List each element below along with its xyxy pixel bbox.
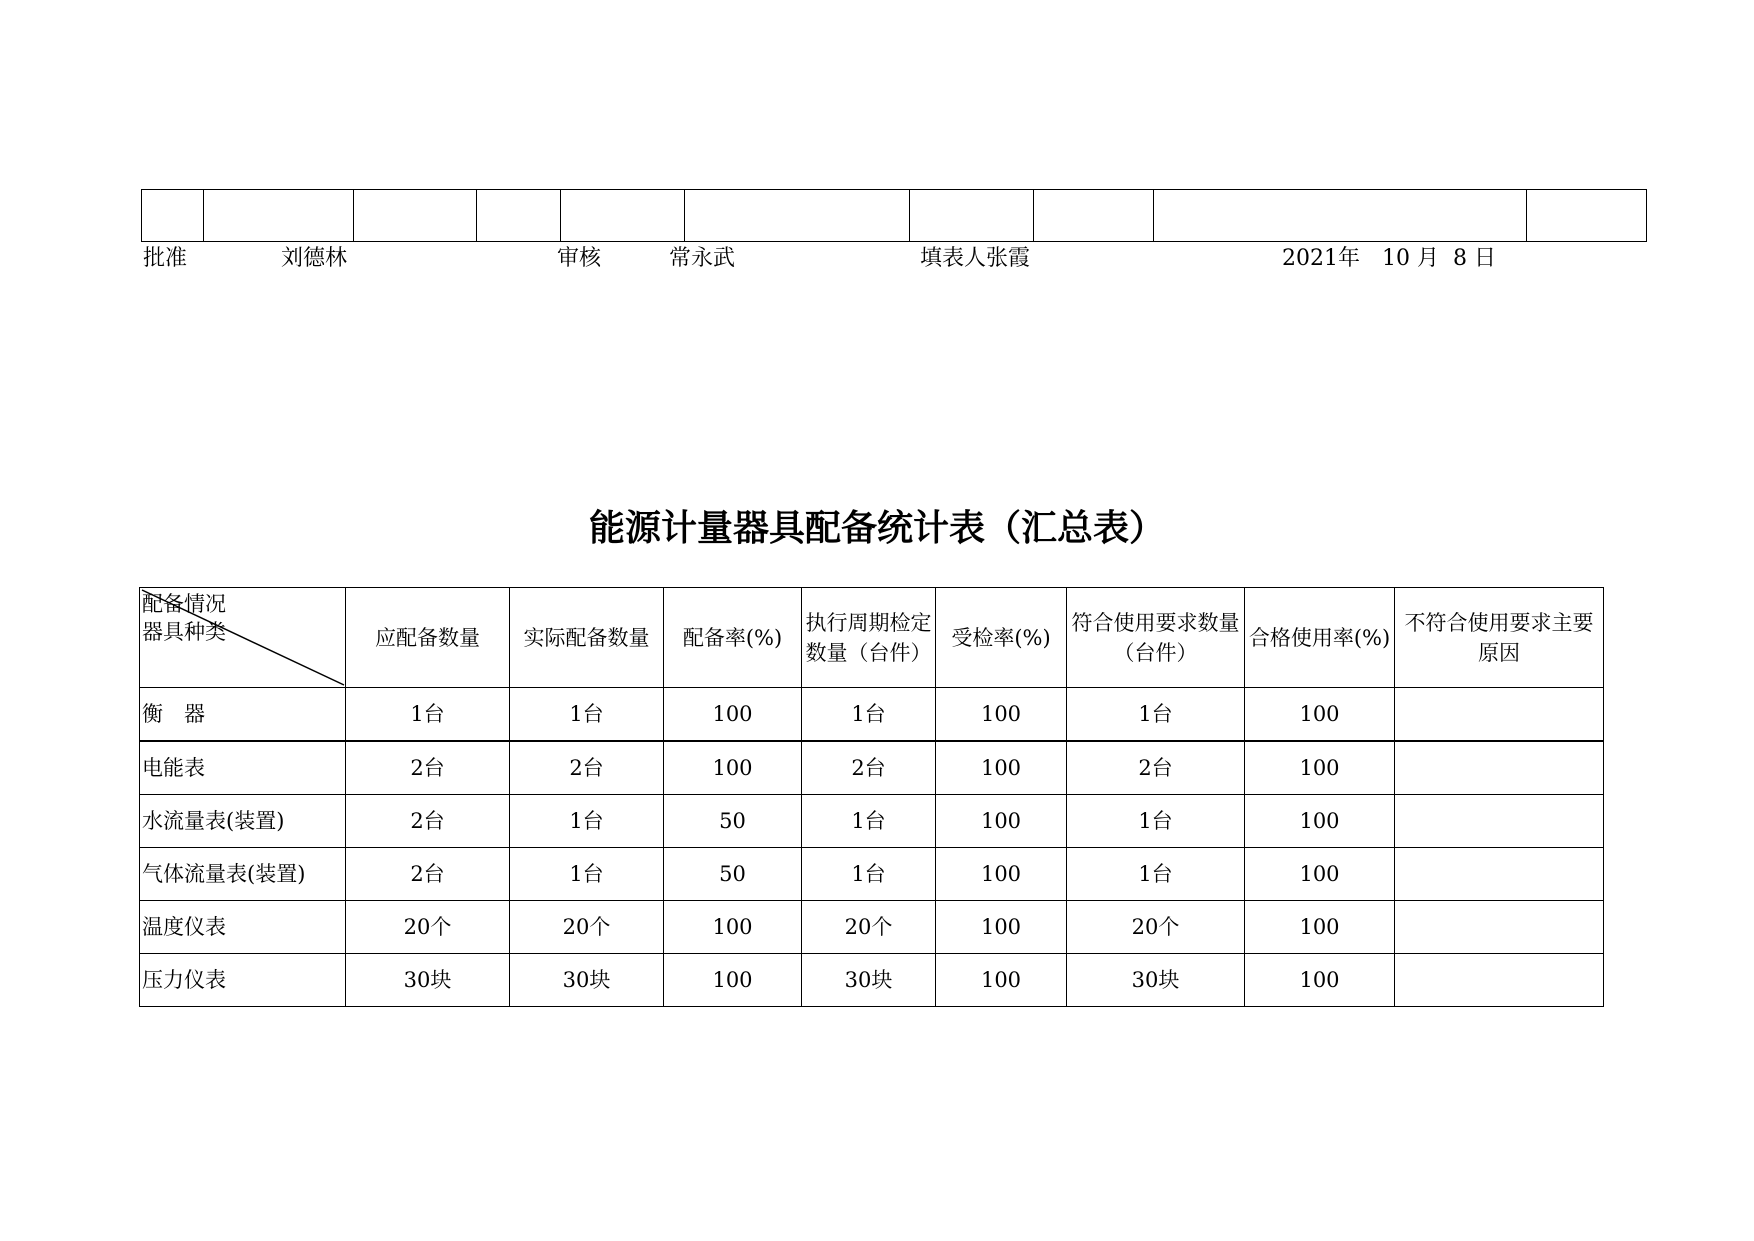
corner-label-bottom: 器具种类: [142, 620, 226, 644]
category-cell: 压力仪表: [140, 954, 346, 1007]
top-empty-row: [142, 190, 1647, 242]
table-cell: 1台: [1067, 848, 1245, 901]
header-cell: 配备率(%): [664, 588, 802, 688]
table-cell: 20个: [510, 901, 664, 954]
table-cell: [1395, 741, 1604, 795]
header-cell: 应配备数量: [346, 588, 510, 688]
table-cell: 100: [1245, 901, 1395, 954]
table-cell: 100: [1245, 741, 1395, 795]
table-cell: 30块: [1067, 954, 1245, 1007]
table-row: [140, 848, 1604, 901]
table-row: [140, 795, 1604, 848]
table-cell: 2台: [346, 741, 510, 795]
corner-label-top: 配备情况: [142, 592, 226, 616]
table-cell: 20个: [346, 901, 510, 954]
table-cell: 2台: [1067, 741, 1245, 795]
table-cell: 100: [936, 954, 1067, 1007]
table-cell: [1395, 795, 1604, 848]
filler-name: 填表人张霞: [920, 246, 1031, 271]
table-cell: 2台: [802, 741, 936, 795]
empty-cell: [142, 190, 204, 242]
table-cell: 2台: [346, 795, 510, 848]
table-cell: [1395, 954, 1604, 1007]
header-row: [140, 588, 1604, 688]
table-cell: [1395, 848, 1604, 901]
table-cell: 100: [936, 741, 1067, 795]
table-cell: 1台: [510, 688, 664, 742]
corner-header-cell: [140, 588, 346, 688]
table-cell: 1台: [802, 688, 936, 742]
empty-cell: [910, 190, 1033, 242]
header-cell: 受检率(%): [936, 588, 1067, 688]
approver-name: 刘德林: [281, 246, 348, 271]
table-row: [140, 901, 1604, 954]
table-cell: 20个: [1067, 901, 1245, 954]
empty-cell: [1153, 190, 1526, 242]
approve-label: 批准: [143, 246, 188, 271]
table-cell: 20个: [802, 901, 936, 954]
table-cell: 100: [1245, 795, 1395, 848]
table-cell: 100: [1245, 848, 1395, 901]
table-cell: [1395, 688, 1604, 742]
header-cell: 执行周期检定数量（台件）: [802, 588, 936, 688]
empty-cell: [204, 190, 354, 242]
table-row: [140, 954, 1604, 1007]
empty-cell: [1526, 190, 1646, 242]
category-cell: 温度仪表: [140, 901, 346, 954]
review-label: 审核: [557, 246, 602, 271]
category-cell: 电能表: [140, 741, 346, 795]
table-cell: 1台: [1067, 795, 1245, 848]
header-cell: 符合使用要求数量（台件）: [1067, 588, 1245, 688]
empty-cell: [476, 190, 560, 242]
table-cell: 100: [936, 848, 1067, 901]
table-cell: 100: [936, 795, 1067, 848]
table-cell: 100: [936, 688, 1067, 742]
table-cell: 1台: [346, 688, 510, 742]
category-cell: 气体流量表(装置): [140, 848, 346, 901]
category-cell: 水流量表(装置): [140, 795, 346, 848]
top-empty-table: [141, 189, 1647, 242]
table-cell: 1台: [510, 848, 664, 901]
table-cell: 100: [1245, 954, 1395, 1007]
table-cell: 100: [664, 688, 802, 742]
table-cell: [1395, 901, 1604, 954]
table-cell: 50: [664, 848, 802, 901]
table-row: [140, 688, 1604, 742]
header-cell: 不符合使用要求主要原因: [1395, 588, 1604, 688]
fill-date: 2021年 10 月 8 日: [1282, 246, 1496, 271]
statistics-table: [139, 587, 1604, 1007]
table-cell: 30块: [802, 954, 936, 1007]
category-cell: 衡 器: [140, 688, 346, 742]
table-cell: 1台: [802, 848, 936, 901]
table-row: [140, 741, 1604, 795]
empty-cell: [560, 190, 684, 242]
table-cell: 100: [664, 901, 802, 954]
header-cell: 合格使用率(%): [1245, 588, 1395, 688]
table-cell: 30块: [510, 954, 664, 1007]
table-cell: 100: [936, 901, 1067, 954]
header-cell: 实际配备数量: [510, 588, 664, 688]
table-cell: 1台: [1067, 688, 1245, 742]
table-cell: 2台: [510, 741, 664, 795]
reviewer-name: 常永武: [669, 246, 736, 271]
empty-cell: [685, 190, 910, 242]
empty-cell: [354, 190, 476, 242]
page-title: 能源计量器具配备统计表（汇总表）: [588, 508, 1165, 549]
table-cell: 100: [664, 954, 802, 1007]
table-cell: 2台: [346, 848, 510, 901]
empty-cell: [1033, 190, 1153, 242]
table-cell: 50: [664, 795, 802, 848]
table-cell: 30块: [346, 954, 510, 1007]
table-cell: 100: [664, 741, 802, 795]
table-cell: 100: [1245, 688, 1395, 742]
table-cell: 1台: [510, 795, 664, 848]
table-cell: 1台: [802, 795, 936, 848]
